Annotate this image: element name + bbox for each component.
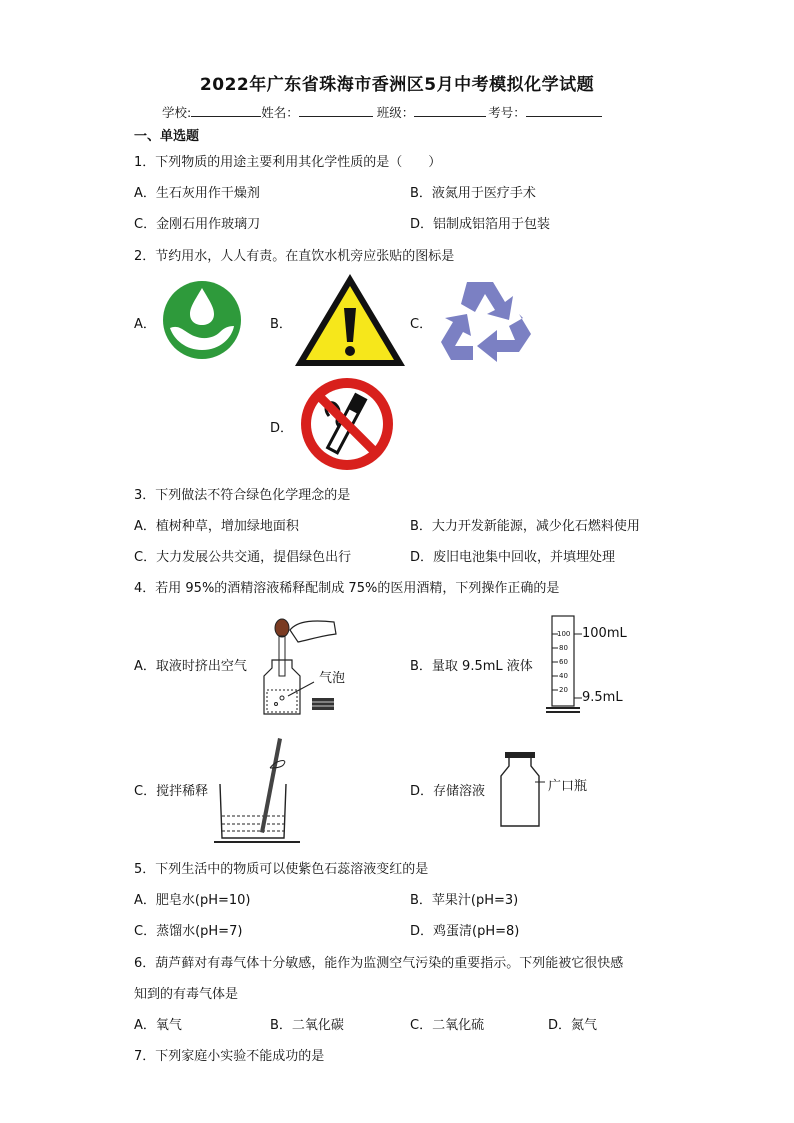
exam-title: 2022年广东省珠海市香洲区5月中考模拟化学试题 <box>199 75 595 95</box>
question-4-option-c[interactable]: C．搅拌稀释 <box>134 784 209 799</box>
question-6-option-a[interactable]: A．氧气 <box>134 1018 182 1033</box>
question-4-option-b[interactable]: B．量取 9.5mL 液体 <box>410 659 533 674</box>
warning-triangle-icon[interactable] <box>293 272 407 368</box>
cyl-tick-60: 60 <box>559 658 568 666</box>
bottle-label: 广口瓶 <box>548 779 588 794</box>
question-5-option-d[interactable]: D．鸡蛋清(pH=8) <box>410 924 520 939</box>
question-1-stem: 1．下列物质的用途主要利用其化学性质的是（ ） <box>134 155 442 170</box>
school-blank[interactable] <box>191 104 261 117</box>
cyl-tick-80: 80 <box>559 644 568 652</box>
name-blank[interactable] <box>299 104 373 117</box>
question-3-option-b[interactable]: B．大力开发新能源，减少化石燃料使用 <box>410 519 640 534</box>
exam-no-blank[interactable] <box>526 104 602 117</box>
name-label: 姓名： <box>261 105 299 120</box>
question-2-option-d[interactable]: D． <box>270 421 294 436</box>
question-3-option-a[interactable]: A．植树种草，增加绿地面积 <box>134 519 299 534</box>
dropper-bottle-figure <box>258 612 358 718</box>
section-heading: 一、单选题 <box>134 129 200 144</box>
cyl-tick-20: 20 <box>559 686 568 694</box>
question-5-stem: 5．下列生活中的物质可以使紫色石蕊溶液变红的是 <box>134 862 429 877</box>
question-5-option-a[interactable]: A．肥皂水(pH=10) <box>134 893 251 908</box>
question-4-option-a[interactable]: A．取液时挤出空气 <box>134 659 247 674</box>
student-info-row <box>162 103 602 121</box>
question-6-option-c[interactable]: C．二氧化硫 <box>410 1018 485 1033</box>
question-6-stem-line1: 6．葫芦藓对有毒气体十分敏感，能作为监测空气污染的重要指示。下列能被它很快感 <box>134 956 624 971</box>
question-2-stem: 2．节约用水，人人有责。在直饮水机旁应张贴的图标是 <box>134 249 455 264</box>
question-6-stem-line2: 知到的有毒气体是 <box>134 987 239 1002</box>
question-4-option-d[interactable]: D．存储溶液 <box>410 784 486 799</box>
school-label: 学校: <box>162 105 192 120</box>
question-5-option-c[interactable]: C．蒸馏水(pH=7) <box>134 924 243 939</box>
question-4-stem: 4．若用 95%的酒精溶液稀释配制成 75%的医用酒精，下列操作正确的是 <box>134 581 560 596</box>
no-smoking-icon[interactable] <box>299 376 395 472</box>
question-2-option-b[interactable]: B． <box>270 317 292 332</box>
question-3-option-d[interactable]: D．废旧电池集中回收，并填埋处理 <box>410 550 616 565</box>
question-6-option-d[interactable]: D．氮气 <box>548 1018 598 1033</box>
question-1-option-d[interactable]: D．铝制成铝箔用于包装 <box>410 217 551 232</box>
question-3-option-c[interactable]: C．大力发展公共交通，提倡绿色出行 <box>134 550 352 565</box>
question-2-option-a[interactable]: A． <box>134 317 156 332</box>
exam-no-label: 考号： <box>488 105 526 120</box>
class-blank[interactable] <box>414 104 486 117</box>
question-6-option-b[interactable]: B．二氧化碳 <box>270 1018 344 1033</box>
question-1-option-a[interactable]: A．生石灰用作干燥剂 <box>134 186 260 201</box>
question-3-stem: 3．下列做法不符合绿色化学理念的是 <box>134 488 351 503</box>
cylinder-top-label: 100mL <box>582 626 627 641</box>
cylinder-bottom-label: 9.5mL <box>582 690 623 705</box>
question-7-stem: 7．下列家庭小实验不能成功的是 <box>134 1049 325 1064</box>
beaker-stirring-figure <box>212 734 302 846</box>
question-2-option-c[interactable]: C． <box>410 317 433 332</box>
cyl-tick-100: 100 <box>557 630 571 638</box>
class-label: 班级： <box>376 105 415 120</box>
wide-mouth-bottle-figure <box>495 750 545 830</box>
bubble-label: 气泡 <box>319 671 346 686</box>
cyl-tick-40: 40 <box>559 672 568 680</box>
question-1-option-c[interactable]: C．金刚石用作玻璃刀 <box>134 217 261 232</box>
question-5-option-b[interactable]: B．苹果汁(pH=3) <box>410 893 519 908</box>
water-saving-icon[interactable] <box>162 280 242 360</box>
recycle-icon[interactable] <box>437 278 533 364</box>
question-1-option-b[interactable]: B．液氮用于医疗手术 <box>410 186 536 201</box>
